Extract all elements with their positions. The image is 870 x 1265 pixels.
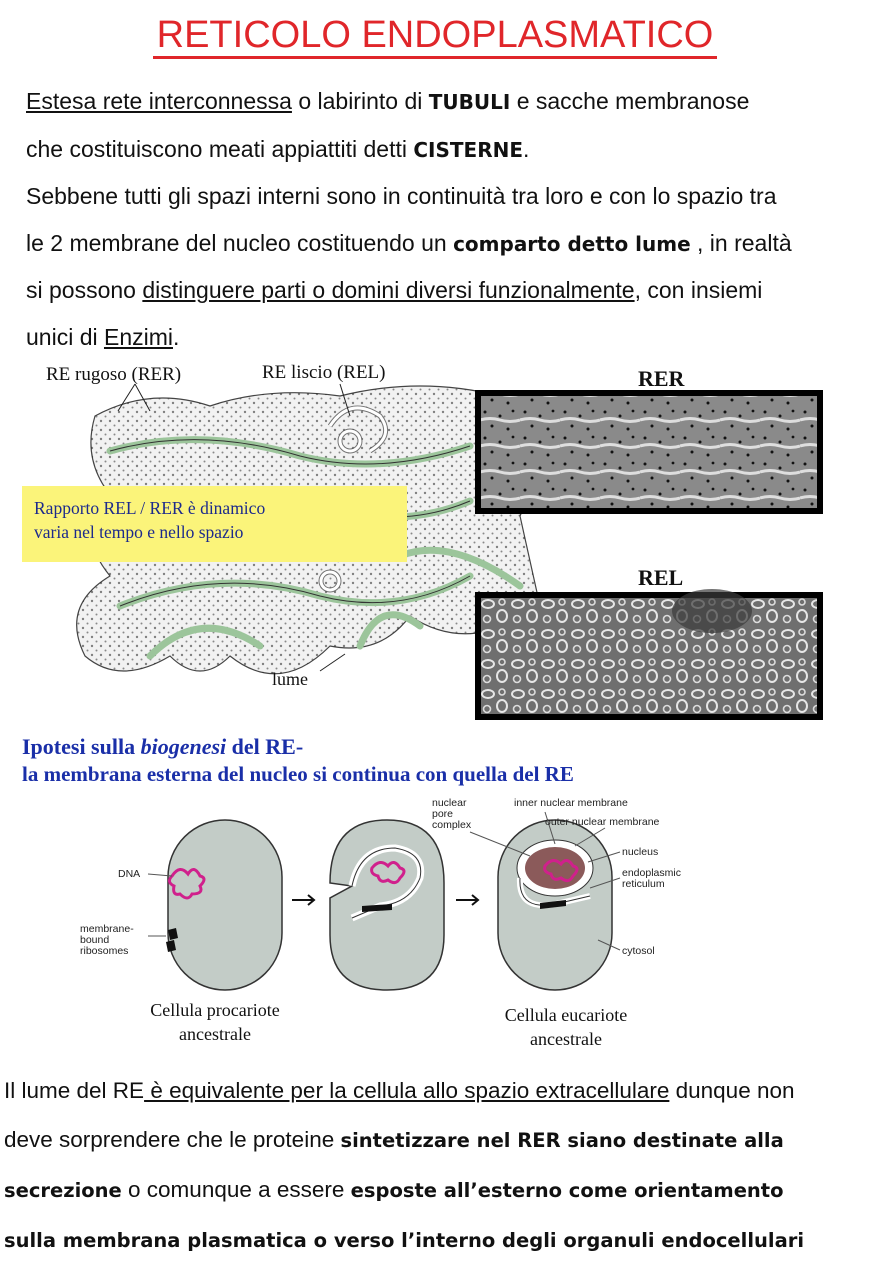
caption-eukaryote-1: Cellula eucariote <box>504 1005 628 1025</box>
note-line-2: varia nel tempo e nello spazio <box>34 522 244 542</box>
label-rel: RE liscio (REL) <box>262 362 386 383</box>
membrane-bound-label-3: ribosomes <box>80 945 129 957</box>
biogenesis-subheading: la membrana esterna del nucleo si continua con quella del RE <box>22 762 574 786</box>
micro-rel-label: REL <box>638 565 684 590</box>
caption-prokaryote-1: Cellula procariote <box>150 1000 280 1020</box>
nuclear-pore-label-2: pore <box>432 808 454 820</box>
dna-label: DNA <box>118 868 141 880</box>
nucleus-label: nucleus <box>622 846 659 858</box>
biogenesis-heading: Ipotesi sulla biogenesi del RE- <box>22 734 304 759</box>
micrograph-rer <box>478 393 820 511</box>
er-label-2: reticulum <box>622 878 665 890</box>
er-label-1: endoplasmic <box>622 867 681 879</box>
label-lume: lume <box>272 669 308 689</box>
outer-membrane-label: outer nuclear membrane <box>545 816 660 828</box>
page-title: RETICOLO ENDOPLASMATICO <box>0 14 870 57</box>
micrograph-rel <box>478 595 820 717</box>
intro-paragraph: Estesa rete interconnessa o labirinto di TUBULI e sacche membranose che costituiscono meati appiattiti detti CISTERNE. Sebbene tutti gli spazi interni sono in continuità tra loro e con lo spazio tra le 2 membrane del nucleo costituendo un comparto detto lume , in realtà si possono distinguere parti o domini diversi funzionalmente, con insiemi unici di Enzimi. <box>26 88 792 350</box>
biogenesis-diagram <box>0 728 870 1058</box>
prokaryote-cell <box>168 820 282 990</box>
er-illustration <box>0 356 870 720</box>
conclusion-paragraph: Il lume del RE è equivalente per la cellula allo spazio extracellulare dunque non deve sorprendere che le proteine sintetizzare nel RER siano destinate alla secrezione o comunque a essere esposte all’esterno come orientamento sulla membrana plasmatica o verso l’interno degli organuli endocellulari <box>4 1078 805 1252</box>
cytosol-label: cytosol <box>622 945 655 957</box>
membrane-bound-label-2: bound <box>80 934 110 946</box>
note-line-1: Rapporto REL / RER è dinamico <box>34 498 266 518</box>
caption-prokaryote-2: ancestrale <box>179 1024 251 1044</box>
inner-membrane-label: inner nuclear membrane <box>514 797 628 809</box>
nuclear-pore-label-1: nuclear <box>432 797 467 809</box>
micro-rer-label: RER <box>638 366 685 391</box>
membrane-bound-label-1: membrane- <box>80 923 134 935</box>
caption-eukaryote-2: ancestrale <box>530 1029 602 1049</box>
nuclear-pore-label-3: complex <box>432 819 472 831</box>
label-rer: RE rugoso (RER) <box>46 364 182 385</box>
